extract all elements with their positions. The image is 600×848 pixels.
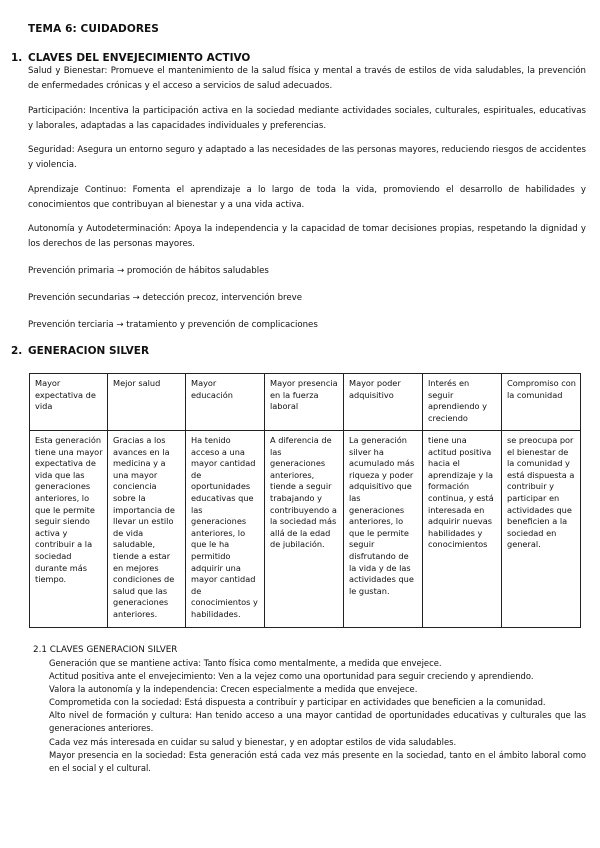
section-2-heading — [11, 345, 149, 357]
section-1-title: CLAVES DEL ENVEJECIMIENTO ACTIVO — [28, 52, 251, 64]
table-header-row — [30, 374, 581, 431]
document-title: TEMA 6: CUIDADORES — [28, 23, 159, 35]
table-header-cell: Mejor salud — [108, 374, 186, 431]
prevention-secondary: Prevención secundarias → detección precoz, intervención breve — [28, 293, 303, 303]
prevention-primary: Prevención primaria → promoción de hábitos saludables — [28, 266, 269, 276]
claves-silver-list — [49, 657, 586, 775]
paragraph-salud: Salud y Bienestar: Promueve el mantenimiento de la salud física y mental a través de estilos de vida saludables, la prevención de enfermedades crónicas y el acceso a servicios de salud adecuados. — [28, 66, 586, 91]
paragraph-participacion: Participación: Incentiva la participación activa en la sociedad mediante actividades sociales, culturales, espirituales, educativas y laborales, adaptadas a las capacidades individuales y preferencias. — [28, 106, 586, 131]
table-header-cell: Mayor expectativa de vida — [30, 374, 108, 431]
table-cell: Gracias a los avances en la medicina y a una mayor conciencia sobre la importancia de llevar un estilo de vida saludable, tiende a estar en mejores condiciones de salud que las generaciones anteriores. — [108, 431, 186, 628]
table-cell: Ha tenido acceso a una mayor cantidad de oportunidades educativas que las generaciones anteriores, lo que le ha permitido adquirir una mayor cantidad de conocimientos y habilidades. — [186, 431, 265, 628]
table-cell: A diferencia de las generaciones anteriores, tiende a seguir trabajando y contribuyendo a la sociedad más allá de la edad de jubilación. — [265, 431, 344, 628]
generacion-silver-table — [29, 373, 581, 628]
table-header-cell: Mayor poder adquisitivo — [344, 374, 423, 431]
table-header-cell: Interés en seguir aprendiendo y creciendo — [423, 374, 502, 431]
list-item: Comprometida con la sociedad: Está dispuesta a contribuir y participar en actividades que beneficien a la comunidad. — [49, 697, 546, 708]
list-item: Mayor presencia en la sociedad: Esta generación está cada vez más presente en la sociedad, tanto en el ámbito laboral como en el social y el cultural. — [49, 749, 586, 773]
prevention-tertiary: Prevención terciaria → tratamiento y prevención de complicaciones — [28, 320, 318, 330]
list-item: Cada vez más interesada en cuidar su salud y bienestar, y en adoptar estilos de vida saludables. — [49, 736, 457, 747]
table-header-cell: Mayor educación — [186, 374, 265, 431]
table-header-cell: Compromiso con la comunidad — [502, 374, 581, 431]
table-header-cell: Mayor presencia en la fuerza laboral — [265, 374, 344, 431]
list-item: Valora la autonomía y la independencia: Crecen especialmente a medida que envejece. — [49, 684, 418, 695]
list-item: Alto nivel de formación y cultura: Han tenido acceso a una mayor cantidad de oportunidades educativas y culturales que las generaciones anteriores. — [49, 710, 586, 734]
table-cell: Esta generación tiene una mayor expectativa de vida que las generaciones anteriores, lo que le permite seguir siendo activa y contribuir a la sociedad durante más tiempo. — [30, 431, 108, 628]
subsection-heading: 2.1 CLAVES GENERACION SILVER — [33, 645, 178, 655]
section-2-title: GENERACION SILVER — [28, 345, 150, 357]
section-2-number: 2. — [11, 345, 23, 357]
list-item: Actitud positiva ante el envejecimiento: Ven a la vejez como una oportunidad para seguir creciendo y aprendiendo. — [49, 671, 534, 682]
paragraph-autonomia: Autonomía y Autodeterminación: Apoya la independencia y la capacidad de tomar decisiones propias, respetando la dignidad y los derechos de las personas mayores. — [28, 224, 586, 249]
table-cell: La generación silver ha acumulado más riqueza y poder adquisitivo que las generaciones anteriores, lo que le permite seguir disfrutando de la vida y de las actividades que le gustan. — [344, 431, 423, 628]
section-1-heading — [11, 52, 250, 64]
table-row — [30, 431, 581, 628]
paragraph-aprendizaje: Aprendizaje Continuo: Fomenta el aprendizaje a lo largo de toda la vida, promoviendo el desarrollo de habilidades y conocimientos que contribuyan al bienestar y a una vida activa. — [28, 185, 586, 210]
list-item: Generación que se mantiene activa: Tanto física como mentalmente, a medida que envejece. — [49, 658, 442, 668]
table-cell: se preocupa por el bienestar de la comunidad y está dispuesta a contribuir y participar en actividades que beneficien a la sociedad en general. — [502, 431, 581, 628]
paragraph-seguridad: Seguridad: Asegura un entorno seguro y adaptado a las necesidades de las personas mayores, reduciendo riesgos de accidentes y violencia. — [28, 145, 586, 170]
table-cell: tiene una actitud positiva hacia el aprendizaje y la formación continua, y está interesada en adquirir nuevas habilidades y conocimientos — [423, 431, 502, 628]
section-1-number: 1. — [11, 52, 23, 64]
